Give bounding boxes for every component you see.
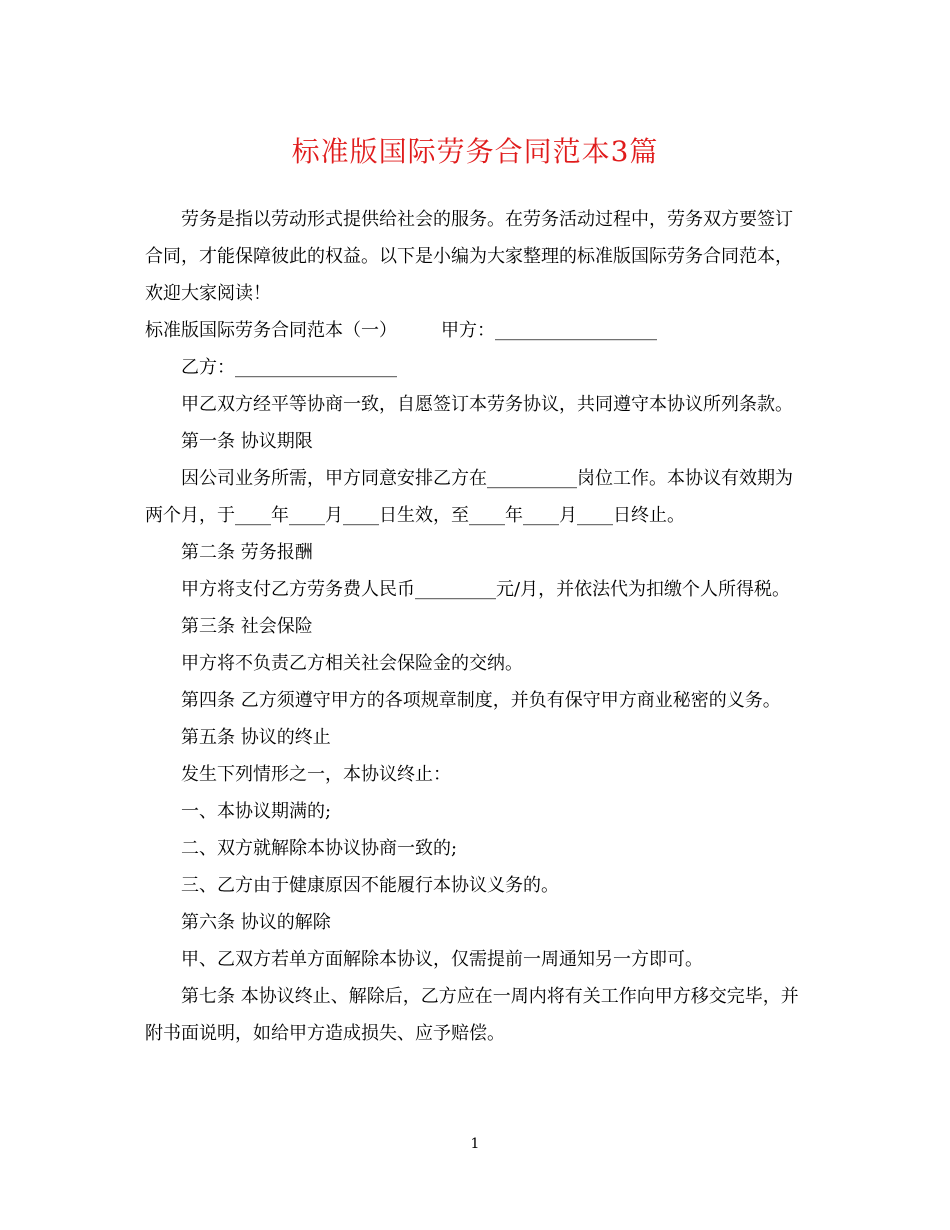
intro-paragraph: 劳务是指以劳动形式提供给社会的服务。在劳务活动过程中，劳务双方要签订合同，才能保障彼此的权益。以下是小编为大家整理的标准版国际劳务合同范本，欢迎大家阅读！ (145, 209, 793, 304)
party-b-line: 乙方：__________________ (181, 357, 397, 378)
article-heading: 第一条 协议期限 (181, 431, 313, 452)
document-body (145, 201, 805, 1052)
party-a-line: 甲方：__________________ (441, 320, 657, 341)
paragraph: 甲乙双方经平等协商一致，自愿签订本劳务协议，共同遵守本协议所列条款。 (181, 394, 793, 415)
paragraph: 发生下列情形之一，本协议终止： (181, 764, 451, 785)
article-heading: 第五条 协议的终止 (181, 727, 331, 748)
article-paragraph: 第四条 乙方须遵守甲方的各项规章制度，并负有保守甲方商业秘密的义务。 (181, 690, 781, 711)
document-title: 标准版国际劳务合同范本3篇 (291, 135, 659, 168)
section-heading-line (145, 312, 805, 349)
paragraph: 甲方将支付乙方劳务费人民币_________元/月，并依法代为扣缴个人所得税。 (181, 579, 791, 600)
list-item: 三、乙方由于健康原因不能履行本协议义务的。 (181, 875, 559, 896)
paragraph: 甲方将不负责乙方相关社会保险金的交纳。 (181, 653, 523, 674)
article-paragraph: 第七条 本协议终止、解除后，乙方应在一周内将有关工作向甲方移交完毕，并附书面说明，如给甲方造成损失、应予赔偿。 (145, 986, 799, 1044)
article-heading: 第二条 劳务报酬 (181, 542, 313, 563)
article-heading: 第六条 协议的解除 (181, 912, 331, 933)
list-item: 一、本协议期满的; (181, 801, 332, 822)
article-heading: 第三条 社会保险 (181, 616, 313, 637)
list-item: 二、双方就解除本协议协商一致的; (181, 838, 458, 859)
page-number: 1 (470, 1136, 480, 1152)
section-heading: 标准版国际劳务合同范本（一） (145, 320, 397, 341)
paragraph: 因公司业务所需，甲方同意安排乙方在__________岗位工作。本协议有效期为两个月，于____年____月____日生效，至____年____月____日终止。 (145, 468, 793, 526)
paragraph: 甲、乙双方若单方面解除本协议，仅需提前一周通知另一方即可。 (181, 949, 703, 970)
